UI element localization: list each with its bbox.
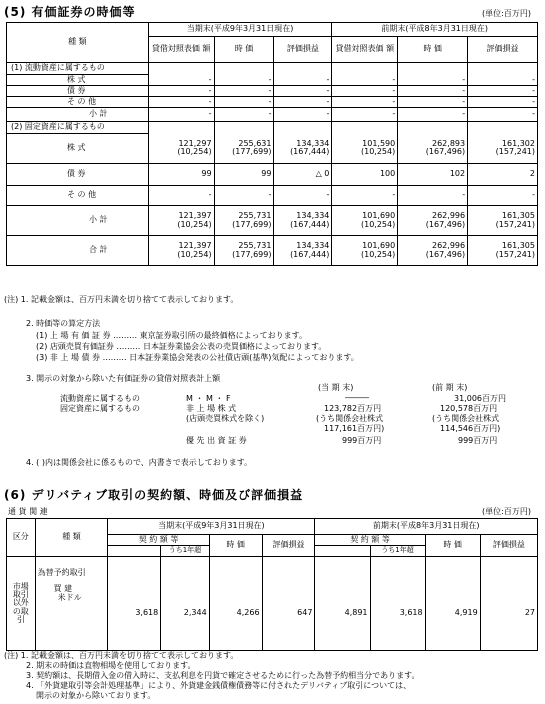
cell-main: -: [392, 85, 396, 95]
cell-sub: (10,254): [361, 249, 396, 259]
cell-value: [398, 97, 468, 108]
cell-main: -: [326, 190, 330, 200]
cell-main: 101,690: [362, 241, 396, 251]
header6-gain-prev: 評価損益: [480, 535, 537, 557]
header6-fair-prev: 時 価: [425, 535, 480, 557]
cell-value: [468, 134, 538, 164]
cell-value: [214, 186, 274, 206]
cell-value: [274, 122, 332, 134]
cell-value: [332, 134, 398, 164]
cell-value: [332, 97, 398, 108]
header6-fair: 時 価: [209, 535, 262, 557]
cell-value: [332, 164, 398, 186]
note-3-label-3: (店頭売買株式を除く): [186, 414, 265, 423]
note-3-value-2a: 123,782百万円: [324, 404, 382, 413]
cell-main: -: [392, 190, 396, 200]
note-4: 4. ( )内は関係会社に係るもので、内書きで表示しております。: [26, 458, 253, 467]
cell-value: [332, 122, 398, 134]
cell-main: -: [392, 96, 396, 106]
cell-main: -: [268, 190, 272, 200]
section6-unit: (単位:百万円): [482, 507, 531, 516]
cell-sub: (167,496): [425, 147, 466, 157]
cell-value: [398, 75, 468, 86]
cell-main: 121,397: [178, 211, 212, 221]
value-fair: 4,266: [209, 557, 262, 651]
note-3-label-2b: 非 上 場 株 式: [186, 404, 237, 413]
cell-value: [398, 122, 468, 134]
table-row: [7, 122, 538, 134]
cell-main: 102: [449, 169, 466, 179]
cell-sub: (177,699): [232, 219, 272, 229]
row-label: (1) 流動資産に属するもの: [7, 63, 149, 75]
row-label: 小 計: [7, 206, 149, 236]
note-3-value-4b: 114,546百万円): [440, 424, 501, 433]
cell-main: -: [326, 74, 330, 84]
cell-value: [398, 86, 468, 97]
cell-value: [468, 236, 538, 266]
s6-note-3: 3. 契約額は、長期借入金の借入時に、支払利息を円貨で確定させるために行った為替予約相当分であります。: [26, 671, 420, 680]
cell-main: 99: [201, 169, 212, 179]
division-label: 市場取引以外の取引: [7, 557, 36, 651]
cell-value: [148, 186, 214, 206]
kind-forward: 為替予約取引: [37, 568, 86, 577]
cell-value: [148, 164, 214, 186]
cell-value: [398, 134, 468, 164]
table-row: [7, 206, 538, 236]
cell-main: -: [326, 96, 330, 106]
cell-sub: (10,254): [177, 147, 212, 157]
cell-value: [214, 206, 274, 236]
s6-note-5: 開示の対象から除いております。: [36, 691, 156, 700]
cell-main: -: [532, 96, 535, 106]
cell-sub: (167,496): [425, 249, 466, 259]
cell-value: [398, 206, 468, 236]
col-valuation: 評価損益: [274, 37, 332, 63]
cell-value: [148, 86, 214, 97]
cell-value: [468, 122, 538, 134]
cell-value: [398, 186, 468, 206]
cell-main: -: [462, 96, 466, 106]
cell-main: -: [326, 109, 330, 119]
row-label: そ の 他: [7, 97, 149, 108]
cell-value: [148, 122, 214, 134]
cell-value: [274, 97, 332, 108]
cell-value: [214, 86, 274, 97]
note-3-label-5: 優 先 出 資 証 券: [186, 436, 247, 445]
cell-sub: (167,444): [290, 249, 330, 259]
cell-value: [398, 108, 468, 122]
cell-main: -: [462, 74, 466, 84]
note-2: 2. 時価等の算定方法: [26, 319, 101, 328]
cell-value: [468, 75, 538, 86]
cell-main: -: [208, 85, 212, 95]
header-current-period: 当期末(平成9年3月31日現在): [148, 23, 332, 37]
note-3-label-1b: M ・ M ・ F: [186, 394, 231, 403]
cell-value: [398, 236, 468, 266]
row-label: 小 計: [7, 108, 149, 122]
cell-sub: (10,254): [177, 219, 212, 229]
cell-main: 100: [379, 169, 396, 179]
cell-main: 101,690: [362, 211, 396, 221]
cell-value: [274, 164, 332, 186]
cell-sub: (10,254): [177, 249, 212, 259]
cell-main: -: [268, 109, 272, 119]
cell-value: [214, 75, 274, 86]
cell-main: -: [392, 109, 396, 119]
note-2b: (2) 店頭売買有価証券 ……… 日本証券業協会公表の売買価格によっております。: [36, 342, 327, 351]
cell-main: △ 0: [315, 169, 330, 179]
header-previous-period: 前期末(平成8年3月31日現在): [332, 23, 538, 37]
header-division: 区分: [7, 519, 36, 557]
table-row: [7, 108, 538, 122]
cell-main: -: [208, 190, 212, 200]
value-over1y: 2,344: [161, 557, 209, 651]
cell-value: [274, 63, 332, 75]
table-row: [7, 164, 538, 186]
cell-value: [468, 206, 538, 236]
cell-value: [332, 206, 398, 236]
note-3-value-5a: 999百万円: [342, 436, 382, 445]
kind-buy: 買 建: [53, 584, 73, 594]
section5-title: (5) 有価証券の時価等: [4, 5, 136, 19]
cell-value: [332, 75, 398, 86]
cell-main: -: [532, 109, 535, 119]
cell-value: [274, 186, 332, 206]
note-3-previous-header: (前 期 末): [432, 383, 468, 392]
row-label: 債 券: [7, 86, 149, 97]
section6-title: (6) デリバティブ取引の契約額、時価及び評価損益: [4, 488, 304, 502]
cell-main: 161,305: [501, 211, 535, 221]
cell-value: [332, 236, 398, 266]
cell-main: -: [532, 190, 535, 200]
securities-table: [6, 22, 538, 266]
note-3-label-2: 固定資産に属するもの: [60, 404, 140, 413]
cell-value: [148, 236, 214, 266]
cell-value: [274, 134, 332, 164]
s6-note-2: 2. 期末の時価は直物相場を使用しております。: [26, 661, 196, 670]
cell-value: [468, 164, 538, 186]
value-gain-prev: 27: [480, 557, 537, 651]
cell-main: -: [532, 85, 535, 95]
cell-main: -: [532, 74, 535, 84]
cell-value: [332, 86, 398, 97]
cell-value: [274, 86, 332, 97]
note-2c: (3) 非 上 場 債 券 ……… 日本証券業協会発表の公社債店頭(基準)気配によっております。: [36, 353, 359, 362]
cell-sub: (157,241): [495, 249, 535, 259]
note-1: (注) 1. 記載金額は、百万円未満を切り捨てて表示しております。: [4, 295, 239, 304]
note-3-value-5b: 999百万円: [458, 436, 498, 445]
note-3-label-1: 流動資産に属するもの: [60, 394, 140, 403]
cell-value: [214, 108, 274, 122]
note-3-value-3a: (うち関係会社株式: [316, 414, 384, 423]
cell-main: 99: [261, 169, 272, 179]
cell-main: -: [326, 85, 330, 95]
value-fair-prev: 4,919: [425, 557, 480, 651]
value-contract-prev: 4,891: [315, 557, 370, 651]
value-contract: 3,618: [108, 557, 161, 651]
cell-main: 255,731: [238, 241, 272, 251]
note-3-current-header: (当 期 末): [318, 383, 354, 392]
cell-main: 161,305: [501, 241, 535, 251]
header-kind: 種 類: [7, 23, 149, 63]
cell-sub: (167,444): [290, 147, 330, 157]
cell-value: [274, 206, 332, 236]
cell-main: 134,334: [296, 241, 330, 251]
cell-sub: (157,241): [495, 147, 535, 157]
value-over1y-prev: 3,618: [370, 557, 425, 651]
cell-value: [214, 236, 274, 266]
note-3-value-3b: (うち関係会社株式: [432, 414, 500, 423]
row-label: 株 式: [7, 134, 149, 164]
cell-value: [214, 122, 274, 134]
cell-value: [214, 97, 274, 108]
row-label: 債 券: [7, 164, 149, 186]
cell-sub: (177,699): [232, 147, 272, 157]
cell-value: [468, 86, 538, 97]
header6-over1y: うち1年超: [161, 546, 209, 557]
cell-value: [214, 164, 274, 186]
cell-main: -: [268, 85, 272, 95]
cell-sub: (10,254): [361, 147, 396, 157]
cell-main: 134,334: [296, 211, 330, 221]
table-row: [7, 63, 538, 75]
cell-main: -: [208, 74, 212, 84]
cell-value: [468, 63, 538, 75]
cell-main: 255,631: [238, 138, 272, 148]
table-row: [7, 134, 538, 164]
cell-main: -: [462, 85, 466, 95]
header6-previous: 前期末(平成8年3月31日現在): [315, 519, 538, 535]
row-label: そ の 他: [7, 186, 149, 206]
section5-unit: (単位:百万円): [482, 9, 531, 18]
cell-value: [332, 186, 398, 206]
cell-value: [274, 108, 332, 122]
s6-note-1: (注) 1. 記載金額は、百万円未満を切り捨てて表示しております。: [4, 651, 239, 660]
cell-main: -: [268, 74, 272, 84]
cell-sub: (10,254): [361, 219, 396, 229]
cell-value: [148, 206, 214, 236]
table-row: [7, 97, 538, 108]
cell-sub: (167,444): [290, 219, 330, 229]
cell-value: [398, 63, 468, 75]
row-label: 株 式: [7, 75, 149, 86]
cell-main: -: [462, 190, 466, 200]
cell-main: -: [208, 109, 212, 119]
cell-value: [398, 164, 468, 186]
header6-current: 当期末(平成9年3月31日現在): [108, 519, 315, 535]
cell-value: [148, 75, 214, 86]
table-row: [7, 86, 538, 97]
table-row: [7, 75, 538, 86]
cell-main: -: [462, 109, 466, 119]
cell-value: [468, 97, 538, 108]
cell-main: 121,297: [178, 138, 212, 148]
cell-main: 262,996: [432, 241, 466, 251]
cell-main: 101,590: [362, 138, 396, 148]
cell-value: [274, 75, 332, 86]
cell-value: [148, 63, 214, 75]
cell-main: -: [392, 74, 396, 84]
cell-main: 121,397: [178, 241, 212, 251]
note-3-value-4a: 117,161百万円): [324, 424, 385, 433]
cell-main: 262,996: [432, 211, 466, 221]
cell-main: 262,893: [432, 138, 466, 148]
note-3: 3. 開示の対象から除いた有価証券の貸借対照表計上額: [26, 374, 221, 383]
cell-main: 2: [529, 169, 535, 179]
cell-value: [214, 63, 274, 75]
cell-main: 134,334: [296, 138, 330, 148]
note-3-value-2b: 120,578百万円: [440, 404, 498, 413]
col-book-value-prev: 貸借対照表価 額: [332, 37, 398, 63]
header6-contract: 契 約 額 等: [108, 535, 209, 546]
kind-usd: 米ドル: [57, 592, 82, 602]
header6-gain: 評価損益: [262, 535, 315, 557]
cell-value: [214, 134, 274, 164]
cell-value: [468, 186, 538, 206]
cell-value: [274, 236, 332, 266]
cell-sub: (157,241): [495, 219, 535, 229]
cell-main: 161,302: [501, 138, 535, 148]
cell-value: [332, 108, 398, 122]
cell-main: -: [268, 96, 272, 106]
header6-contract-prev: 契 約 額 等: [315, 535, 425, 546]
s6-note-4: 4. 「外貨建取引等会計処理基準」により、外貨建金銭債権債務等に付されたデリバティブ取引については、: [26, 681, 412, 690]
note-3-value-1a: ―――: [345, 393, 369, 402]
cell-value: [148, 134, 214, 164]
col-book-value: 貸借対照表価 額: [148, 37, 214, 63]
cell-sub: (167,496): [425, 219, 466, 229]
col-fair-value: 時 価: [214, 37, 274, 63]
derivatives-table: [6, 518, 538, 651]
col-valuation-prev: 評価損益: [468, 37, 538, 63]
cell-value: [332, 63, 398, 75]
note-3-value-1b: 31,006百万円: [454, 394, 506, 403]
cell-main: -: [208, 96, 212, 106]
cell-value: [468, 108, 538, 122]
value-gain: 647: [262, 557, 315, 651]
col-fair-value-prev: 時 価: [398, 37, 468, 63]
cell-main: 255,731: [238, 211, 272, 221]
header6-over1y-prev: うち1年超: [370, 546, 425, 557]
cell-sub: (177,699): [232, 249, 272, 259]
note-2a: (1) 上 場 有 価 証 券 ……… 東京証券取引所の最終価格によっております。: [36, 331, 308, 340]
table-row: [7, 186, 538, 206]
cell-value: [148, 97, 214, 108]
header-kind6: 種 類: [35, 519, 108, 557]
row-label: (2) 固定資産に属するもの: [7, 122, 149, 134]
row-label: 合 計: [7, 236, 149, 266]
section6-subtitle: 通 貨 関 連: [8, 507, 48, 516]
cell-value: [148, 108, 214, 122]
table-row: [7, 236, 538, 266]
